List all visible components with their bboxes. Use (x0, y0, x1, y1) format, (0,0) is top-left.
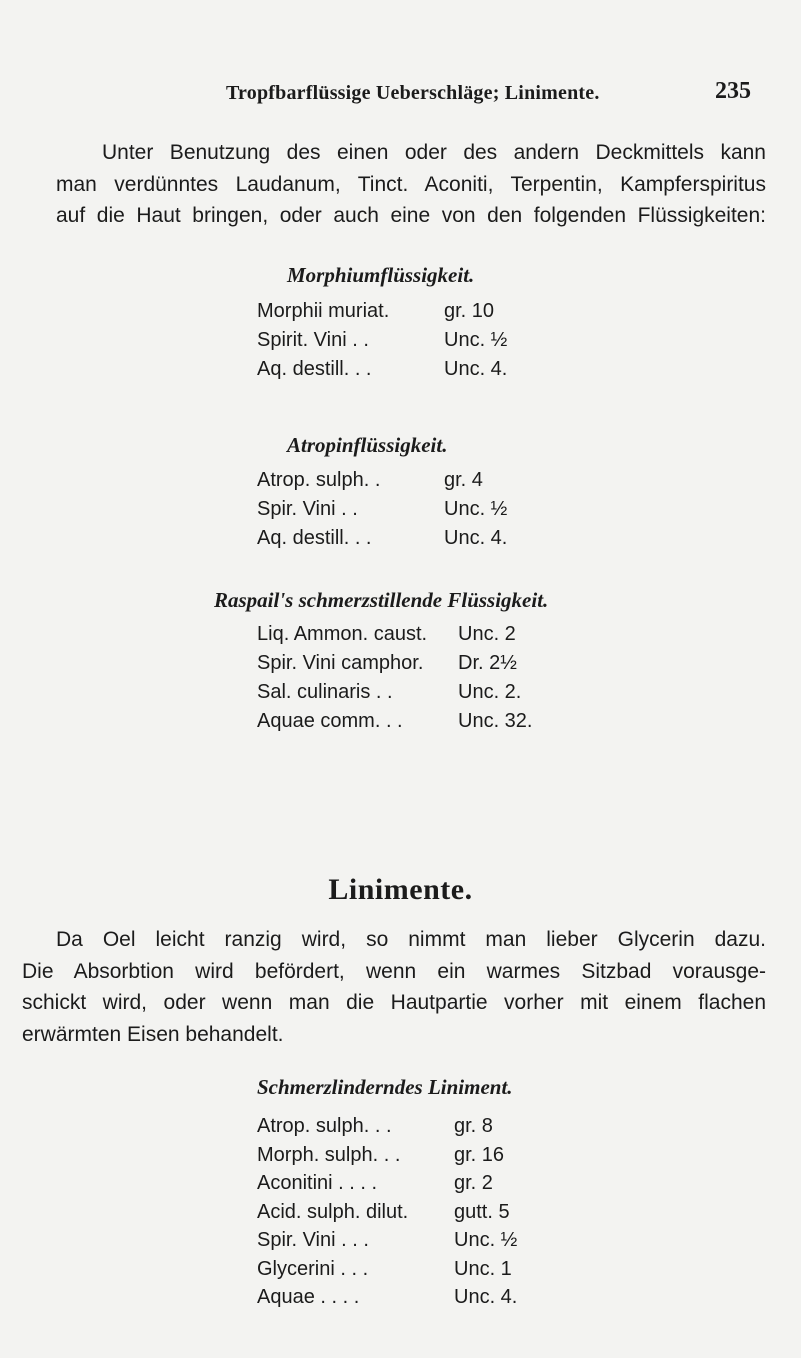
amount: gr. 4 (444, 469, 483, 491)
intro-paragraph (56, 137, 766, 232)
recipe-row (257, 1255, 517, 1284)
amount: Unc. ½ (444, 498, 508, 520)
section-line: Die Absorbtion wird befördert, wenn ein warmes Sitzbad vorausge- (22, 959, 766, 983)
amount: Dr. 2½ (458, 652, 517, 674)
amount: gutt. 5 (454, 1200, 510, 1223)
recipe-row (257, 466, 507, 495)
ingredient: Spir. Vini . . . (257, 1229, 369, 1251)
recipe-row (257, 1198, 517, 1227)
recipe-atropin (257, 466, 507, 553)
recipe-row (257, 297, 507, 326)
ingredient: Spir. Vini camphor. (257, 652, 424, 674)
amount: Unc. ½ (444, 329, 508, 351)
recipe-row (257, 1112, 517, 1141)
ingredient: Spir. Vini . . (257, 498, 358, 520)
section-line: schickt wird, oder wenn man die Hautpartie vorher mit einem flachen (22, 991, 766, 1014)
ingredient: Atrop. sulph. . (257, 469, 381, 491)
section-line: erwärmten Eisen behandelt. (22, 1022, 284, 1046)
amount: Unc. 4. (454, 1286, 518, 1308)
ingredient: Morph. sulph. . . (257, 1143, 401, 1166)
recipe-row (257, 524, 507, 553)
ingredient: Aquae . . . . (257, 1286, 360, 1308)
amount: gr. 2 (454, 1172, 493, 1194)
recipe-row (257, 649, 532, 678)
recipe-title: Atropinflüssigkeit. (287, 433, 448, 457)
intro-line: man verdünntes Laudanum, Tinct. Aconiti, Terpentin, Kampferspiritus (56, 172, 766, 196)
amount: Unc. 1 (454, 1257, 512, 1280)
ingredient: Acid. sulph. dilut. (257, 1200, 409, 1223)
recipe-row (257, 495, 507, 524)
amount: gr. 8 (454, 1115, 493, 1137)
running-title: Tropfbarflüssige Ueberschläge; Linimente. (226, 82, 600, 104)
section-line: Da Oel leicht ranzig wird, so nimmt man lieber Glycerin dazu. (56, 928, 766, 951)
recipe-row (257, 620, 532, 649)
recipe-morphium (257, 297, 507, 384)
ingredient: Aq. destill. . . (257, 358, 372, 380)
recipe-title: Schmerzlinderndes Liniment. (257, 1075, 513, 1099)
ingredient: Atrop. sulph. . . (257, 1115, 392, 1137)
recipe-title: Raspail's schmerzstillende Flüssigkeit. (214, 588, 549, 612)
amount: Unc. 4. (444, 358, 508, 380)
amount: gr. 16 (454, 1143, 505, 1166)
recipe-raspail (257, 620, 532, 736)
recipe-row (257, 678, 532, 707)
recipe-row (257, 707, 532, 736)
page-number: 235 (715, 78, 751, 104)
amount: Unc. ½ (454, 1229, 518, 1251)
recipe-liniment (257, 1112, 517, 1312)
ingredient: Morphii muriat. (257, 300, 390, 322)
recipe-row (257, 1141, 517, 1170)
ingredient: Aquae comm. . . (257, 710, 403, 732)
recipe-row (257, 326, 507, 355)
liniment-paragraph (22, 924, 766, 1050)
amount: Unc. 2. (458, 681, 522, 703)
ingredient: Spirit. Vini . . (257, 329, 369, 351)
amount: Unc. 2 (458, 623, 516, 645)
recipe-row (257, 1169, 517, 1198)
ingredient: Sal. culinaris . . (257, 681, 393, 703)
amount: Unc. 32. (458, 710, 533, 732)
amount: gr. 10 (444, 300, 495, 322)
ingredient: Glycerini . . . (257, 1257, 369, 1280)
amount: Unc. 4. (444, 527, 508, 549)
recipe-row (257, 355, 507, 384)
ingredient: Liq. Ammon. caust. (257, 623, 428, 645)
ingredient: Aconitini . . . . (257, 1172, 378, 1194)
intro-line: auf die Haut bringen, oder auch eine von den folgenden Flüssigkeiten: (56, 204, 766, 227)
recipe-title: Morphiumflüssigkeit. (287, 263, 475, 287)
intro-line: Unter Benutzung des einen oder des andern Deckmittels kann (102, 141, 766, 164)
section-heading: Linimente. (328, 873, 473, 906)
recipe-row (257, 1283, 517, 1312)
recipe-row (257, 1226, 517, 1255)
ingredient: Aq. destill. . . (257, 527, 372, 549)
